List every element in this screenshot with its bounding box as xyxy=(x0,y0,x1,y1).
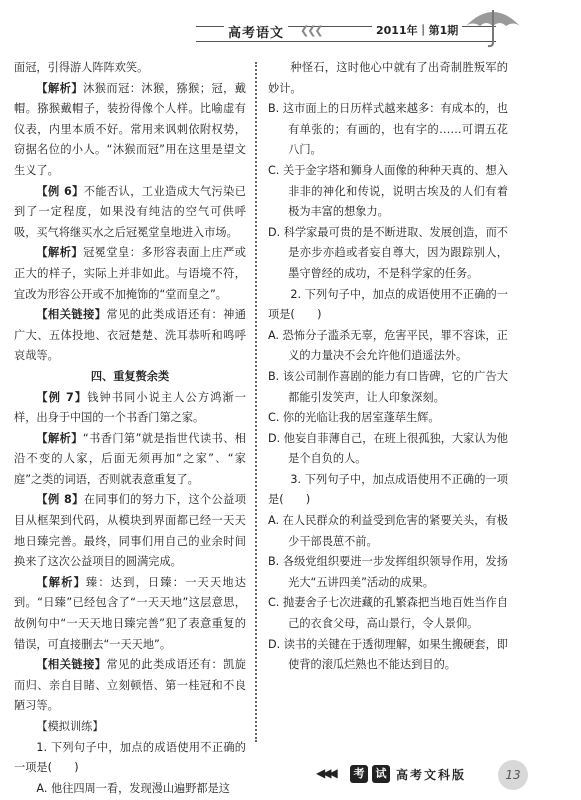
paragraph-text: 2. 下列句子中，加点的成语使用不正确的一项是( ) xyxy=(268,287,508,322)
paragraph xyxy=(268,429,508,470)
paragraph xyxy=(268,161,508,223)
paragraph-text: 钱钟书同小说主人公方鸿渐一样，出身于中国的一个书香门第之家。 xyxy=(14,390,246,425)
paragraph-text: 种怪石，这时他心中就有了出奇制胜叛军的妙计。 xyxy=(268,61,508,95)
paragraph-text: C. 关于金字塔和狮身人面像的种种天真的、想入非非的神化和传说，说明古埃及的人们有着极为丰富的想象力。 xyxy=(268,163,508,219)
paragraph-tag: 【解析】 xyxy=(36,575,86,589)
footer-pill-2: 试 xyxy=(372,765,390,783)
paragraph xyxy=(268,99,508,161)
paragraph-tag: 【例 7】 xyxy=(36,390,88,404)
issue-number: 第1期 xyxy=(428,24,459,37)
paragraph-text: 沐猴而冠：沐猴，猕猴；冠，戴帽。猕猴戴帽子，装扮得像个人样。比喻虚有仪表，内里本质不好。常用来讽刺依附权势，窃据名位的小人。“沐猴而冠”用在这里是望文生义了。 xyxy=(14,81,246,177)
left-column xyxy=(14,58,246,799)
paragraph xyxy=(14,490,246,572)
paragraph-text: B. 各级党组织要进一步发挥组织领导作用，发扬光大“五讲四美”活动的成果。 xyxy=(268,555,508,589)
paragraph-tag: 【解析】 xyxy=(36,81,84,95)
paragraph xyxy=(268,511,508,552)
paragraph xyxy=(268,285,508,326)
right-column xyxy=(268,58,508,676)
paragraph-text: 3. 下列句子中，加点成语使用不正确的一项是( ) xyxy=(268,472,508,507)
paragraph-text: 四、重复赘余类 xyxy=(90,369,170,383)
paragraph-text: D. 他妄自菲薄自己，在班上很孤独，大家认为他是个自负的人。 xyxy=(268,431,508,466)
paragraph-text: A. 他往四周一看，发现漫山遍野都是这 xyxy=(36,781,230,795)
paragraph xyxy=(14,79,246,182)
journal-title: 高考语文 xyxy=(224,22,288,41)
paragraph xyxy=(268,552,508,593)
paragraph xyxy=(14,182,246,244)
paragraph-text: A. 在人民群众的利益受到危害的紧要关头，有极少干部畏葸不前。 xyxy=(268,514,508,548)
paragraph xyxy=(14,717,246,738)
paragraph xyxy=(268,408,508,429)
paragraph xyxy=(268,223,508,285)
paragraph-text: A. 恐怖分子滥杀无辜，危害平民，罪不容诛，正义的力量决不会允许他们逍遥法外。 xyxy=(268,328,508,363)
paragraph-text: 面冠，引得游人阵阵欢笑。 xyxy=(14,61,149,74)
paragraph-tag: 【解析】 xyxy=(36,431,83,445)
paragraph xyxy=(268,470,508,511)
umbrella-icon xyxy=(462,4,524,48)
paragraph xyxy=(268,635,508,676)
paragraph-text: 臻：达到，日臻：一天天地达到。“日臻”已经包含了“一天天地”这层意思，故例句中“一天天地日臻完善”犯了表意重复的错误，可直接删去“一天天地”。 xyxy=(14,575,246,651)
page-header xyxy=(0,0,581,48)
paragraph-text: B. 该公司制作喜剧的能力有口皆碑，它的广告大都能引发笑声，让人印象深刻。 xyxy=(268,369,508,404)
paragraph-text: 不能否认，工业造成大气污染已到了一定程度，如果没有纯洁的空气可供呼吸，买气将继买水之后冠冕堂皇地进入市场。 xyxy=(14,184,246,239)
page-footer xyxy=(0,756,581,800)
paragraph-text: 在同事们的努力下，这个公益项目从框架到代码，从模块到界面都已经一天天地日臻完善。最终，同事们用自己的业余时间换来了这次公益项目的圆满完成。 xyxy=(14,493,246,569)
paragraph xyxy=(14,429,246,491)
paragraph-text: C. 你的光临让我的居室蓬荜生辉。 xyxy=(268,411,440,425)
footer-pill-1: 考 xyxy=(350,765,368,783)
paragraph xyxy=(268,326,508,367)
paragraph-text: 冠冕堂皇：多形容表面上庄严或正大的样子，实际上并非如此。与语境不符，宜改为形容公开或不加掩饰的“堂而皇之”。 xyxy=(14,246,246,301)
issue-info: 2011年｜第1期 xyxy=(372,22,462,38)
paragraph xyxy=(268,593,508,634)
paragraph-tag: 【相关链接】 xyxy=(36,308,107,322)
paragraph xyxy=(14,305,246,367)
issue-year: 2011年 xyxy=(376,24,418,37)
paragraph xyxy=(14,655,246,717)
column-divider xyxy=(255,62,259,742)
header-arrows-decoration: ❮❮❮ xyxy=(300,24,322,37)
edition-label: 高考文科版 xyxy=(396,768,467,782)
paragraph-text: 常见的此类成语还有：神通广大、五体投地、衣冠楚楚、洗耳恭听和鸣呼哀哉等。 xyxy=(14,308,246,363)
paragraph xyxy=(14,388,246,429)
paragraph-text: C. 抛妻舍子七次进藏的孔繁森把当地百姓当作自己的衣食父母，高山景行，令人景仰。 xyxy=(268,596,508,631)
paragraph xyxy=(14,243,246,305)
paragraph-tag: 【例 6】 xyxy=(36,184,84,198)
paragraph xyxy=(268,58,508,99)
paragraph-tag: 【相关链接】 xyxy=(36,658,107,672)
paragraph-text: “书香门第”就是指世代读书、相沿不变的人家，后面无须再加“之家”、“家庭”之类的词语，否则就表意重复了。 xyxy=(14,431,246,486)
paragraph-text: D. 科学家最可贵的是不断进取、发展创造，而不是亦步亦趋或者妄自尊大，因为跟踪别人，墨守曾经的成功，不是科学家的任务。 xyxy=(268,225,508,280)
page-number: 13 xyxy=(498,760,528,790)
paragraph-text: 【模拟训练】 xyxy=(36,720,104,733)
footer-arrows-decoration: ◀◀◀ xyxy=(316,766,335,780)
paragraph-tag: 【解析】 xyxy=(36,246,84,260)
paragraph xyxy=(268,367,508,408)
paragraph-text: 1. 下列句子中，加点的成语使用不正确的一项是( ) xyxy=(14,740,246,775)
section-heading xyxy=(14,367,246,388)
paragraph-text: 常见的此类成语还有：凯旋而归、亲自目睹、立刻顿悟、第一桂冠和不良陋习等。 xyxy=(14,658,246,713)
paragraph-tag: 【例 8】 xyxy=(36,493,84,507)
paragraph-text: B. 这市面上的日历样式越来越多：有成本的，也有单张的；有画的，也有字的……可谓五花八门。 xyxy=(268,102,508,157)
paragraph xyxy=(14,573,246,655)
paragraph-text: D. 读书的关键在于透彻理解，如果生搬硬套，即使背的滚瓜烂熟也不能达到目的。 xyxy=(268,637,508,672)
paragraph xyxy=(14,58,246,79)
